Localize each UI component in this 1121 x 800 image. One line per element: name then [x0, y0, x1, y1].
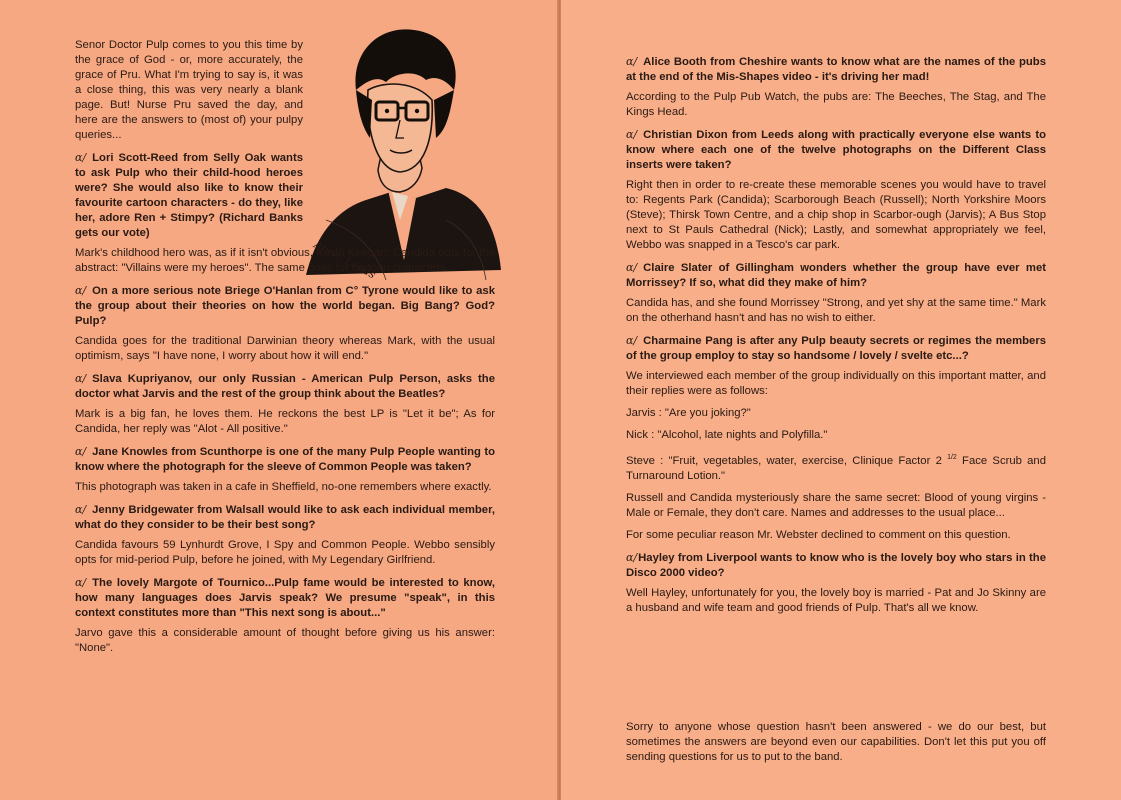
answer-jenny: Candida favours 59 Lynhurdt Grove, I Spy and Common People. Webbo sensibly opts for mid-period Pulp, before he joined, with My Legendary Girlfriend.	[75, 539, 495, 566]
pen-icon: ɑ/	[626, 261, 638, 274]
reply-russell-candida: Russell and Candida mysteriously share the same secret: Blood of young virgins - Male or Female, they don't care. Names and addresses to the usual place...	[626, 491, 1046, 519]
pen-icon: ɑ/	[626, 550, 638, 564]
pen-icon: ɑ/	[75, 372, 87, 385]
right-column	[626, 54, 1046, 623]
pen-icon: ɑ/	[626, 128, 638, 141]
intro-text: Senor Doctor Pulp comes to you this time by the grace of God - or, more accurately, the grace of Pru. What I'm trying to say is, it was a close thing, this was very nearly a blank page. But! Nurse Pru saved the day, and here are the answers to (most of) your pulpy queries...	[75, 39, 303, 141]
answer-alice: According to the Pulp Pub Watch, the pubs are: The Beeches, The Stag, and The Kings Head.	[626, 91, 1046, 118]
pen-icon: ɑ/	[75, 151, 87, 164]
reply-jarvis: Jarvis : "Are you joking?"	[626, 407, 751, 419]
illustration-signature: Alice, Leeds	[311, 238, 378, 282]
pen-icon: ɑ/	[626, 334, 638, 347]
pen-icon: ɑ/	[75, 576, 87, 589]
reply-nick: Nick : "Alcohol, late nights and Polyfilla."	[626, 429, 828, 441]
pen-icon: ɑ/	[75, 284, 87, 297]
question-hayley: ɑ/Hayley from Liverpool wants to know who is the lovely boy who stars in the Disco 2000 video?	[626, 550, 1046, 579]
right-page	[561, 0, 1121, 800]
note-webster: For some peculiar reason Mr. Webster declined to comment on this question.	[626, 528, 1011, 541]
question-claire: ɑ/ Claire Slater of Gillingham wonders whether the group have ever met Morrissey? If so, what did they make of him?	[626, 261, 1046, 289]
pen-icon: ɑ/	[626, 55, 638, 68]
question-margote: ɑ/ The lovely Margote of Tournico...Pulp fame would be interested to know, how many languages does Jarvis speak? We presume "speak", in this context constitutes more than "This next song is about..."	[75, 576, 495, 619]
answer-slava: Mark is a big fan, he loves them. He reckons the best LP is "Let it be"; As for Candida, her reply was "Alot - All positive."	[75, 408, 495, 435]
fraction-superscript: 1/2	[947, 454, 957, 461]
answer-charmaine: We interviewed each member of the group individually on this important matter, and their replies were as follows:	[626, 370, 1046, 397]
closing-text: Sorry to anyone whose question hasn't been answered - we do our best, but sometimes the answers are beyond even our capabilities. Don't let this put you off sending questions for us to put to the band.	[626, 721, 1046, 763]
question-jenny: ɑ/ Jenny Bridgewater from Walsall would like to ask each individual member, what do they consider to be their best song?	[75, 503, 495, 531]
pen-icon: ɑ/	[75, 445, 87, 458]
answer-hayley: Well Hayley, unfortunately for you, the lovely boy is married - Pat and Jo Skinny are a husband and wife team and good friends of Pulp. That's all we know.	[626, 586, 1046, 614]
question-alice: ɑ/ Alice Booth from Cheshire wants to know what are the names of the pubs at the end of the Mis-Shapes video - it's driving her mad!	[626, 55, 1046, 83]
closing-block	[626, 720, 1046, 772]
question-slava: ɑ/ Slava Kupriyanov, our only Russian - American Pulp Person, asks the doctor what Jarvis and the rest of the group think about the Beatles?	[75, 372, 495, 400]
answer-briege: Candida goes for the traditional Darwinian theory whereas Mark, with the usual optimism, says "I have none, I worry about how it will end."	[75, 335, 495, 362]
left-page	[0, 0, 558, 800]
pen-icon: ɑ/	[75, 503, 87, 516]
question-charmaine: ɑ/ Charmaine Pang is after any Pulp beauty secrets or regimes the members of the group employ to stay so handsome / lovely / svelte etc...?	[626, 334, 1046, 362]
question-jane: ɑ/ Jane Knowles from Scunthorpe is one of the many Pulp People wanting to know where the photograph for the sleeve of Common People was taken?	[75, 445, 495, 473]
answer-lori: Mark's childhood hero was, as if it isn't obvious, Kevin Keegan; Candida opts for the abstract: "Villains were my heroes". The same goes for cartoon characters.	[75, 247, 495, 274]
answer-jane: This photograph was taken in a cafe in Sheffield, no-one remembers where exactly.	[75, 481, 492, 493]
left-column	[75, 38, 495, 663]
question-lori: ɑ/ Lori Scott-Reed from Selly Oak wants to ask Pulp who their child-hood heroes were? She would also like to know their favourite cartoon characters - do they, like her, adore Ren + Stimpy? (Richard Banks gets our vote)	[75, 151, 303, 239]
reply-steve: Steve : "Fruit, vegetables, water, exercise, Clinique Factor 2 $^{1/2}$ Face Scrub and Turnaround Lotion."	[626, 454, 1046, 482]
answer-christian: Right then in order to re-create these memorable scenes you would have to travel to: Regents Park (Candida); Scarborough Beach (Russell); North Yorkshire Moors (Steve); Thirsk Town Centre, and a chip shop in Scarbor-ough (Jarvis); A Bus Stop next to St Pauls Cathedral (Nick); Lastly, and somewhat appropriately we feel, Webbo was snapped in a Tesco's car park.	[626, 179, 1046, 251]
answer-margote: Jarvo gave this a considerable amount of thought before giving us his answer: "None".	[75, 627, 495, 654]
question-christian: ɑ/ Christian Dixon from Leeds along with practically everyone else wants to know where each one of the twelve photographs on the Different Class inserts were taken?	[626, 128, 1046, 171]
answer-claire: Candida has, and she found Morrissey "Strong, and yet shy at the same time." Mark on the otherhand hasn't and has no wish to either.	[626, 297, 1046, 324]
question-briege: ɑ/ On a more serious note Briege O'Hanlan from C° Tyrone would like to ask the group about their theories on how the world began. Big Bang? God? Pulp?	[75, 284, 495, 327]
